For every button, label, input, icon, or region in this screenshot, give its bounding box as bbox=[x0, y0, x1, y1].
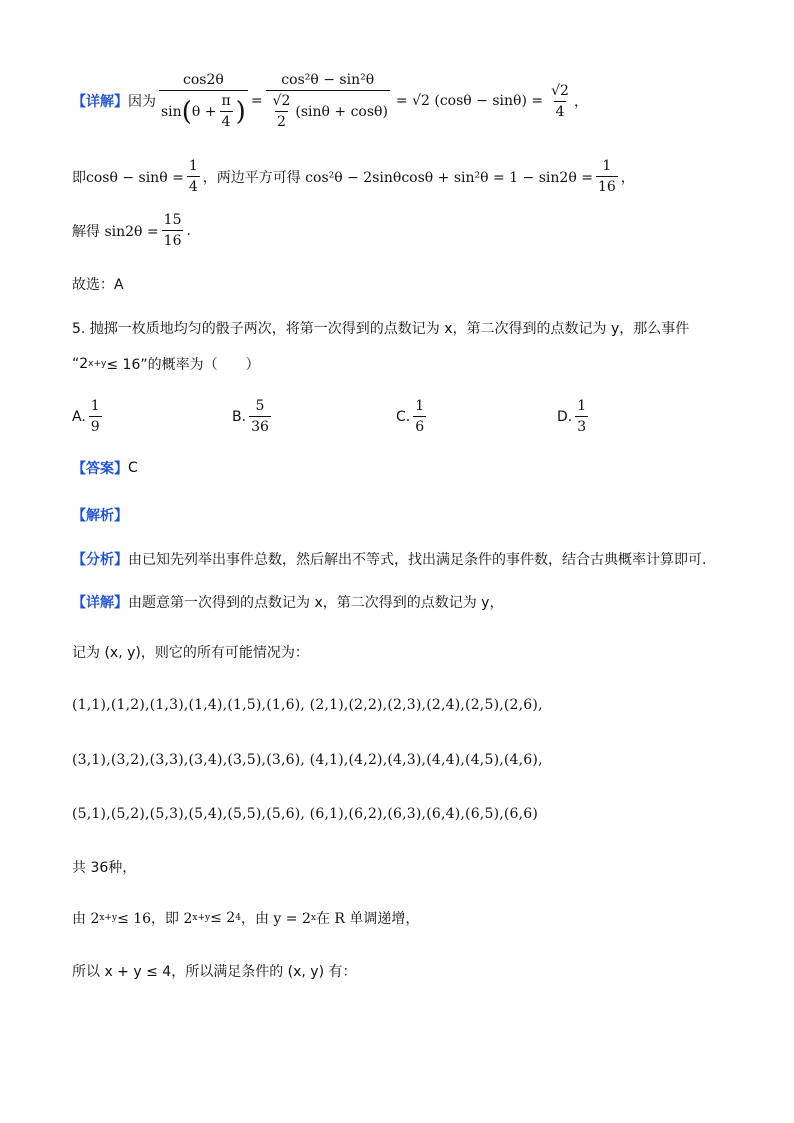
fraction-sqrt2-over-4 bbox=[549, 83, 571, 120]
text-d: ，由 y = 2 bbox=[240, 911, 311, 927]
frac3-denominator: 4 bbox=[554, 101, 567, 120]
num: 1 bbox=[188, 158, 198, 174]
record-line: 记为 (x, y)，则它的所有可能情况为： bbox=[72, 645, 309, 661]
option-fraction bbox=[575, 398, 588, 435]
num: 15 bbox=[163, 212, 182, 228]
xiangjie-tag: 【详解】 bbox=[72, 595, 128, 611]
analysis-tag: 【解析】 bbox=[72, 508, 128, 524]
answer-value: C bbox=[128, 460, 138, 476]
frac1-denominator bbox=[159, 90, 248, 130]
answer-line bbox=[72, 458, 138, 478]
den: 16 bbox=[596, 176, 618, 195]
question-5-line-2 bbox=[72, 354, 260, 374]
option-fraction bbox=[89, 398, 102, 435]
fraction-cos2theta-over-sin bbox=[159, 72, 248, 130]
fraction-15-16 bbox=[162, 212, 184, 249]
four-digit: 4 bbox=[220, 111, 233, 130]
inequality-line bbox=[72, 908, 419, 928]
option-c[interactable] bbox=[396, 398, 429, 435]
pi-symbol: π bbox=[221, 93, 231, 109]
comma: ， bbox=[573, 94, 588, 110]
so-line: 所以 x + y ≤ 4，所以满足条件的 (x, y) 有： bbox=[72, 964, 357, 980]
fraction-one-quarter bbox=[187, 158, 200, 195]
squared-line bbox=[72, 158, 635, 195]
because-text: 因为 bbox=[128, 94, 156, 110]
den: 6 bbox=[413, 416, 426, 435]
middle-expression: = √2 (cosθ − sinθ) = bbox=[395, 93, 544, 109]
text-e: 在 R 单调递增， bbox=[315, 911, 420, 927]
total-line: 共 36种， bbox=[72, 860, 137, 876]
option-fraction bbox=[249, 398, 271, 435]
theta-plus: θ + bbox=[191, 103, 217, 120]
pairs-row-1: (1,1),(1,2),(1,3),(1,4),(1,5),(1,6), (2,1),(2,2),(2,3),(2,4),(2,5),(2,6), bbox=[72, 697, 543, 713]
option-fraction bbox=[413, 398, 426, 435]
paren-close: ) bbox=[235, 96, 246, 127]
sqrt2: √2 bbox=[272, 93, 291, 109]
detail-tag: 【详解】 bbox=[72, 94, 128, 110]
option-label: C. bbox=[396, 408, 411, 425]
den: 9 bbox=[89, 416, 102, 435]
analysis-line bbox=[72, 505, 128, 525]
frac1-numerator: cos2θ bbox=[183, 72, 224, 88]
text-b: ≤ 16，即 2 bbox=[117, 911, 193, 927]
sup-a: x+y bbox=[99, 913, 118, 923]
sup-b: x+y bbox=[192, 913, 211, 923]
den: 16 bbox=[162, 230, 184, 249]
den: 36 bbox=[249, 416, 271, 435]
option-b[interactable] bbox=[232, 398, 274, 435]
den: 3 bbox=[575, 416, 588, 435]
option-label: D. bbox=[557, 408, 573, 425]
solve-line bbox=[72, 212, 191, 249]
detail-line-1 bbox=[72, 72, 588, 130]
num: 1 bbox=[415, 398, 425, 414]
exponent: x+y bbox=[88, 359, 107, 369]
den: 4 bbox=[187, 176, 200, 195]
pairs-row-2: (3,1),(3,2),(3,3),(3,4),(3,5),(3,6), (4,1),(4,2),(4,3),(4,4),(4,5),(4,6), bbox=[72, 752, 543, 768]
paren-open: ( bbox=[181, 96, 192, 127]
answer-tag: 【答案】 bbox=[72, 461, 128, 477]
option-label: A. bbox=[72, 408, 86, 425]
xiangjie-text: 由题意第一次得到的点数记为 x，第二次得到的点数记为 y， bbox=[128, 595, 504, 611]
frac2-denominator bbox=[266, 90, 390, 130]
period: . bbox=[186, 222, 191, 239]
num: 1 bbox=[602, 158, 612, 174]
middle-text: ，两边平方可得 cos²θ − 2sinθcosθ + sin²θ = 1 − sin2θ = bbox=[202, 169, 593, 186]
comma: ， bbox=[620, 169, 635, 186]
frac2-numerator: cos²θ − sin²θ bbox=[281, 72, 375, 88]
equals-sign: = bbox=[250, 93, 263, 109]
sin-label: sin bbox=[161, 103, 182, 120]
xiangjie-line bbox=[72, 592, 503, 612]
two-digit: 2 bbox=[275, 111, 288, 130]
sqrt2-over-2 bbox=[271, 93, 293, 130]
choose-line: 故选：A bbox=[72, 277, 124, 293]
num: 1 bbox=[577, 398, 587, 414]
pairs-row-3: (5,1),(5,2),(5,3),(5,4),(5,5),(5,6), (6,1),(6,2),(6,3),(6,4),(6,5),(6,6) bbox=[72, 806, 539, 822]
fraction-cos2-minus-sin2 bbox=[266, 72, 390, 130]
lead-text: 解得 sin2θ = bbox=[72, 223, 159, 240]
frac3-numerator: √2 bbox=[551, 82, 569, 99]
text-a: 由 2 bbox=[72, 911, 100, 927]
text-c: ≤ 2 bbox=[210, 910, 236, 926]
rest-text: ≤ 16”的概率为（ ） bbox=[106, 357, 260, 373]
sup-c: 4 bbox=[235, 913, 241, 923]
option-label: B. bbox=[232, 408, 247, 425]
option-a[interactable] bbox=[72, 398, 105, 435]
question-5-line-1: 5. 抛掷一枚质地均匀的骰子两次，将第一次得到的点数记为 x，第二次得到的点数记为 y，那么事件 bbox=[72, 321, 690, 337]
fenxi-line bbox=[72, 549, 706, 569]
fraction-one-sixteenth bbox=[596, 158, 618, 195]
option-d[interactable] bbox=[557, 398, 591, 435]
sin-plus-cos: (sinθ + cosθ) bbox=[295, 103, 388, 120]
fenxi-tag: 【分析】 bbox=[72, 552, 128, 568]
quote-two: “2 bbox=[72, 356, 89, 372]
lead-text: 即cosθ − sinθ = bbox=[72, 169, 184, 186]
num: 5 bbox=[255, 398, 265, 414]
num: 1 bbox=[90, 398, 100, 414]
sup-d: x bbox=[310, 913, 316, 923]
pi-over-4 bbox=[219, 93, 232, 130]
fenxi-text: 由已知先列举出事件总数，然后解出不等式，找出满足条件的事件数，结合古典概率计算即可. bbox=[128, 552, 707, 568]
